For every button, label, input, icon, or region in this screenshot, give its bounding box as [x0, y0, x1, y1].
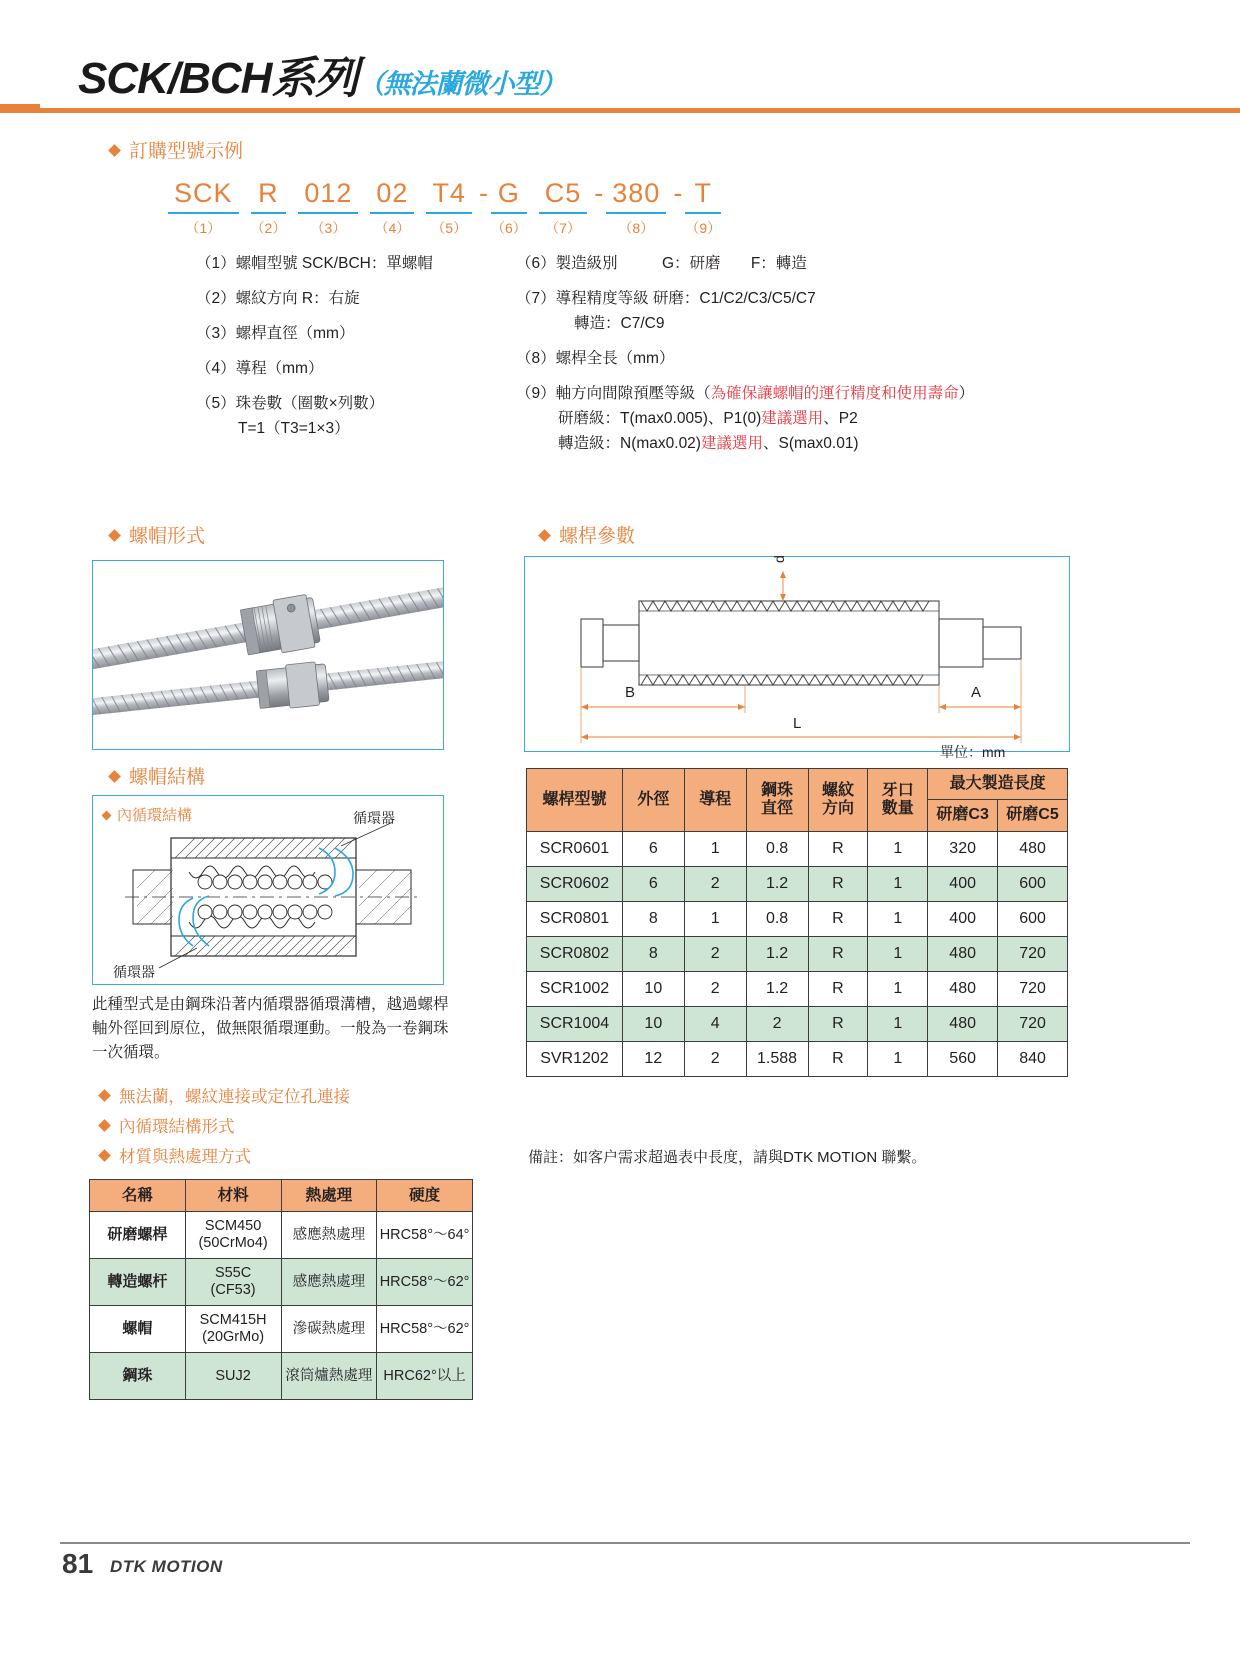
- dimension-label-d: d: [771, 555, 787, 563]
- order-code-segment-7: [539, 178, 588, 238]
- material-header-hardness: 硬度: [377, 1180, 473, 1212]
- order-code-index: （9）: [685, 220, 722, 236]
- spec-cell-count: 1: [868, 936, 928, 971]
- legend-item-6-grade-g: G：研磨: [661, 255, 721, 272]
- inner-circulation-label: 內循環結構: [117, 807, 193, 824]
- feature-bullet-3-label: 材質與熱處理方式: [119, 1148, 251, 1166]
- diamond-bullet-icon: [98, 1119, 111, 1132]
- spec-cell-outer: 6: [622, 866, 684, 901]
- order-code-segment-8: [606, 178, 666, 238]
- legend-item-1: （1）螺帽型號 SCK/BCH：單螺帽: [196, 255, 433, 272]
- material-line-1: S55C: [214, 1265, 252, 1282]
- material-cell-material: [185, 1306, 281, 1353]
- ball-screw-photo: [93, 561, 443, 749]
- legend-item-4: （4）導程（mm）: [196, 360, 324, 378]
- legend-item-9-note: 為確保讓螺帽的運行精度和使用壽命: [710, 385, 959, 403]
- spec-cell-c3: 480: [928, 1006, 998, 1041]
- legend-roll-recommend: 建議選用: [700, 435, 763, 453]
- screw-dimension-panel: [524, 556, 1070, 752]
- nut-form-photo-panel: [92, 560, 444, 750]
- nut-structure-panel: [92, 795, 444, 985]
- structure-description: 此種型式是由鋼珠沿著内循環器循環溝槽，越過螺桿軸外徑回到原位，做無限循環運動。一般為一卷鋼珠一次循環。: [92, 996, 449, 1062]
- order-code-segment-4: [370, 178, 414, 238]
- spec-cell-count: 1: [868, 971, 928, 1006]
- diamond-bullet-icon: [108, 770, 121, 783]
- circulator-label-top: 循環器: [353, 810, 395, 826]
- legend-roll-pre: 轉造級：N(max0.02): [558, 435, 701, 453]
- material-header-heat: 熱處理: [281, 1180, 377, 1212]
- order-code-segment-9: [685, 178, 721, 238]
- legend-item-9-label: （9）軸方向間隙預壓等級（: [516, 385, 711, 403]
- material-cell-heat: 感應熱處理: [281, 1212, 377, 1259]
- material-cell-name: 螺帽: [90, 1306, 186, 1353]
- spec-header-count-line1: 牙口: [881, 781, 914, 799]
- spec-header-max-length-group: 最大製造長度: [928, 769, 1068, 800]
- spec-cell-ball: 1.2: [746, 936, 808, 971]
- spec-header-max-len-c5: 研磨C5: [998, 800, 1068, 831]
- table-row: [527, 971, 1068, 1006]
- legend-item-9-roll: [516, 435, 1056, 452]
- material-line-1: SCM415H: [199, 1312, 267, 1329]
- spec-cell-c5: 720: [998, 1006, 1068, 1041]
- spec-cell-outer: 12: [622, 1041, 684, 1076]
- table-row: [90, 1212, 473, 1259]
- screw-specification-table: [526, 768, 1068, 1077]
- spec-cell-c3: 320: [928, 831, 998, 866]
- spec-cell-model: SCR0801: [527, 901, 623, 936]
- feature-bullet-2: [100, 1113, 235, 1137]
- material-cell-hardness: HRC58°～64°: [377, 1212, 473, 1259]
- spec-cell-dir: R: [808, 936, 868, 971]
- spec-header-ball-line2: 直徑: [761, 799, 794, 817]
- spec-table-header-row-1: [527, 769, 1068, 800]
- material-line-2: (20GrMo): [202, 1329, 265, 1345]
- legend-item-8: （8）螺桿全長（mm）: [516, 350, 675, 368]
- spec-cell-ball: 2: [746, 1006, 808, 1041]
- order-code-text: 012: [304, 178, 353, 208]
- diamond-bullet-icon: [538, 529, 551, 542]
- diamond-bullet-icon: [108, 144, 121, 157]
- order-code-segment-5: [426, 178, 472, 238]
- spec-cell-dir: R: [808, 971, 868, 1006]
- material-cell-name: 轉造螺杆: [90, 1259, 186, 1306]
- spec-cell-lead: 2: [684, 971, 746, 1006]
- material-cell-heat: 滲碳熱處理: [281, 1306, 377, 1353]
- spec-cell-dir: R: [808, 1006, 868, 1041]
- spec-cell-model: SCR0601: [527, 831, 623, 866]
- material-cell-hardness: HRC58°～62°: [377, 1259, 473, 1306]
- spec-header-dir-line1: 螺紋: [821, 781, 854, 799]
- diamond-bullet-icon: [98, 1149, 111, 1162]
- order-code-dash-1: -: [478, 178, 488, 208]
- order-code-text: SCK: [174, 178, 233, 208]
- spec-header-model: 螺桿型號: [527, 769, 623, 832]
- order-code-index: （6）: [490, 220, 527, 236]
- legend-column-left: [196, 255, 516, 437]
- order-code-text: R: [258, 178, 279, 208]
- spec-header-ball-dia: [746, 769, 808, 832]
- spec-cell-c5: 600: [998, 901, 1068, 936]
- legend-item-6-grade-f: F：轉造: [750, 255, 807, 272]
- legend-item-7-sub: 轉造：C7/C9: [574, 315, 665, 333]
- spec-cell-outer: 10: [622, 1006, 684, 1041]
- spec-header-ball-line1: 鋼珠: [761, 781, 794, 799]
- spec-cell-outer: 6: [622, 831, 684, 866]
- order-code-underline: [298, 212, 358, 214]
- spec-cell-ball: 1.2: [746, 866, 808, 901]
- page-title-main: SCK/BCH系列: [78, 54, 358, 103]
- circulator-label-bottom: 循環器: [113, 964, 155, 980]
- spec-cell-dir: R: [808, 866, 868, 901]
- dimension-label-L: L: [793, 715, 802, 732]
- footer-brand: DTK MOTION: [110, 1557, 223, 1576]
- spec-cell-dir: R: [808, 831, 868, 866]
- spec-cell-model: SCR1002: [527, 971, 623, 1006]
- page-title-subtitle: （無法蘭微小型）: [357, 69, 566, 99]
- section-heading-nut-structure: [110, 762, 205, 789]
- legend-item-6: [516, 255, 1056, 272]
- spec-header-count-line2: 數量: [881, 799, 914, 817]
- spec-cell-c3: 400: [928, 866, 998, 901]
- legend-grind-pre: 研磨級：T(max0.005)、P1(0): [558, 410, 762, 428]
- page-header: [0, 0, 1240, 110]
- order-code-text: C5: [544, 178, 582, 208]
- section-heading-screw-params: [540, 521, 635, 548]
- table-row: [90, 1259, 473, 1306]
- order-code-index: （5）: [431, 220, 468, 236]
- order-code-segment-1: [168, 178, 239, 238]
- spec-cell-c5: 840: [998, 1041, 1068, 1076]
- spec-cell-model: SCR0602: [527, 866, 623, 901]
- material-cell-name: 鋼珠: [90, 1353, 186, 1400]
- section-heading-order-example: [110, 136, 243, 163]
- order-code-underline: [539, 212, 588, 214]
- spec-table-unit: 單位：mm: [940, 744, 1006, 760]
- material-cell-material: [185, 1212, 281, 1259]
- spec-cell-count: 1: [868, 1041, 928, 1076]
- feature-bullet-2-label: 內循環結構形式: [119, 1118, 235, 1136]
- spec-cell-lead: 2: [684, 1041, 746, 1076]
- material-cell-material: [185, 1259, 281, 1306]
- spec-cell-c3: 480: [928, 971, 998, 1006]
- table-row: [527, 901, 1068, 936]
- spec-cell-c5: 720: [998, 971, 1068, 1006]
- order-code-segment-2: [251, 178, 287, 238]
- spec-cell-model: SVR1202: [527, 1041, 623, 1076]
- legend-column-right: [516, 255, 1056, 452]
- header-divider-cap: [0, 104, 40, 113]
- spec-cell-outer: 8: [622, 936, 684, 971]
- order-code-text: T4: [432, 178, 466, 208]
- order-code-underline: [251, 212, 287, 214]
- table-row: [90, 1306, 473, 1353]
- order-code-segment-6: [491, 178, 527, 238]
- spec-cell-c3: 480: [928, 936, 998, 971]
- table-row: [90, 1353, 473, 1400]
- table-row: [527, 831, 1068, 866]
- spec-cell-c5: 720: [998, 936, 1068, 971]
- page-title: [78, 42, 565, 106]
- order-code-text: 02: [376, 178, 409, 208]
- order-code-underline: [426, 212, 472, 214]
- order-code-index: （4）: [374, 220, 411, 236]
- legend-grind-recommend: 建議選用: [761, 410, 824, 428]
- order-code-text: 380: [612, 178, 661, 208]
- spec-cell-model: SCR1004: [527, 1006, 623, 1041]
- spec-cell-ball: 1.2: [746, 971, 808, 1006]
- header-divider: [0, 108, 1240, 113]
- legend-item-2: （2）螺紋方向 R：右旋: [196, 290, 360, 308]
- spec-cell-ball: 0.8: [746, 831, 808, 866]
- legend-item-9-close: ）: [958, 385, 975, 403]
- table-row: [527, 866, 1068, 901]
- order-code-text: G: [497, 178, 520, 208]
- material-table-header-row: [90, 1180, 473, 1212]
- spec-cell-c3: 400: [928, 901, 998, 936]
- dimension-label-B: B: [625, 684, 636, 701]
- order-code-underline: [370, 212, 414, 214]
- spec-cell-c3: 560: [928, 1041, 998, 1076]
- order-code-underline: [685, 212, 721, 214]
- legend-item-9: [516, 385, 1056, 402]
- spec-cell-lead: 1: [684, 831, 746, 866]
- material-line-2: (CF53): [210, 1282, 256, 1298]
- legend-item-9-grind: [516, 410, 1056, 427]
- spec-header-outer-dia: 外徑: [622, 769, 684, 832]
- material-line-2: (50CrMo4): [198, 1235, 268, 1251]
- diamond-bullet-icon: [108, 529, 121, 542]
- spec-cell-c5: 600: [998, 866, 1068, 901]
- spec-header-lead: 導程: [684, 769, 746, 832]
- order-code-index: （1）: [185, 220, 222, 236]
- footer-divider: [60, 1542, 1190, 1544]
- material-cell-hardness: HRC58°～62°: [377, 1306, 473, 1353]
- material-heat-treatment-table: [89, 1179, 473, 1400]
- spec-table-note: 備註：如客户需求超過表中長度，請與DTK MOTION 聯繫。: [528, 1149, 927, 1166]
- spec-cell-outer: 8: [622, 901, 684, 936]
- spec-cell-count: 1: [868, 1006, 928, 1041]
- table-row: [527, 1041, 1068, 1076]
- spec-cell-lead: 1: [684, 901, 746, 936]
- spec-cell-outer: 10: [622, 971, 684, 1006]
- spec-cell-c5: 480: [998, 831, 1068, 866]
- feature-bullet-3: [100, 1143, 251, 1167]
- spec-cell-lead: 4: [684, 1006, 746, 1041]
- spec-cell-lead: 2: [684, 866, 746, 901]
- section-heading-label: 螺帽結構: [129, 767, 206, 788]
- spec-cell-ball: 1.588: [746, 1041, 808, 1076]
- section-heading-nut-form: [110, 521, 205, 548]
- spec-cell-dir: R: [808, 1041, 868, 1076]
- section-heading-label: 螺帽形式: [129, 526, 206, 547]
- order-code-index: （3）: [310, 220, 347, 236]
- spec-cell-dir: R: [808, 901, 868, 936]
- section-heading-label: 螺桿參數: [559, 526, 636, 547]
- order-code-index: （7）: [545, 220, 581, 236]
- spec-header-dir-line2: 方向: [821, 799, 854, 817]
- material-cell-name: 研磨螺桿: [90, 1212, 186, 1259]
- material-header-name: 名稱: [90, 1180, 186, 1212]
- order-code-underline: [491, 212, 527, 214]
- material-header-material: 材料: [185, 1180, 281, 1212]
- material-cell-material: SUJ2: [185, 1353, 281, 1400]
- legend-roll-post: 、S(max0.01): [762, 435, 859, 453]
- spec-cell-count: 1: [868, 831, 928, 866]
- order-code-dash-3: -: [673, 178, 683, 208]
- spec-cell-count: 1: [868, 901, 928, 936]
- spec-cell-count: 1: [868, 866, 928, 901]
- spec-header-max-len-c3: 研磨C3: [928, 800, 998, 831]
- material-cell-hardness: HRC62°以上: [377, 1353, 473, 1400]
- spec-cell-lead: 2: [684, 936, 746, 971]
- spec-cell-ball: 0.8: [746, 901, 808, 936]
- material-cell-heat: 感應熱處理: [281, 1259, 377, 1306]
- dimension-label-A: A: [971, 684, 982, 701]
- diamond-bullet-icon: [98, 1089, 111, 1102]
- order-code-text: T: [694, 178, 712, 208]
- spec-cell-model: SCR0802: [527, 936, 623, 971]
- legend-item-6-label: （6）製造級別: [516, 255, 618, 272]
- order-code-underline: [606, 212, 666, 214]
- order-code-segment-3: [298, 178, 358, 238]
- legend-item-3: （3）螺桿直徑（mm）: [196, 325, 355, 343]
- order-code-index: （2）: [250, 220, 287, 236]
- table-row: [527, 1006, 1068, 1041]
- spec-header-thread-dir: [808, 769, 868, 832]
- legend-item-5: （5）珠卷數（圈數×列數）: [196, 395, 385, 413]
- order-code-index: （8）: [618, 220, 655, 236]
- order-code-diagram: [168, 178, 725, 238]
- order-code-underline: [168, 212, 239, 214]
- section-heading-label: 訂購型號示例: [129, 141, 244, 162]
- feature-bullet-1: [100, 1083, 350, 1107]
- feature-bullet-1-label: 無法蘭，螺紋連接或定位孔連接: [119, 1088, 350, 1106]
- material-cell-heat: 滾筒爐熱處理: [281, 1353, 377, 1400]
- legend-item-7: （7）導程精度等級 研磨：C1/C2/C3/C5/C7: [516, 290, 816, 308]
- table-row: [527, 936, 1068, 971]
- order-code-dash-2: -: [594, 178, 604, 208]
- material-line-1: SCM450: [204, 1218, 262, 1235]
- legend-item-5-sub: T=1（T3=1×3）: [238, 420, 350, 438]
- page-number: 81: [62, 1548, 94, 1579]
- spec-header-thread-count: [868, 769, 928, 832]
- legend-grind-post: 、P2: [823, 410, 858, 428]
